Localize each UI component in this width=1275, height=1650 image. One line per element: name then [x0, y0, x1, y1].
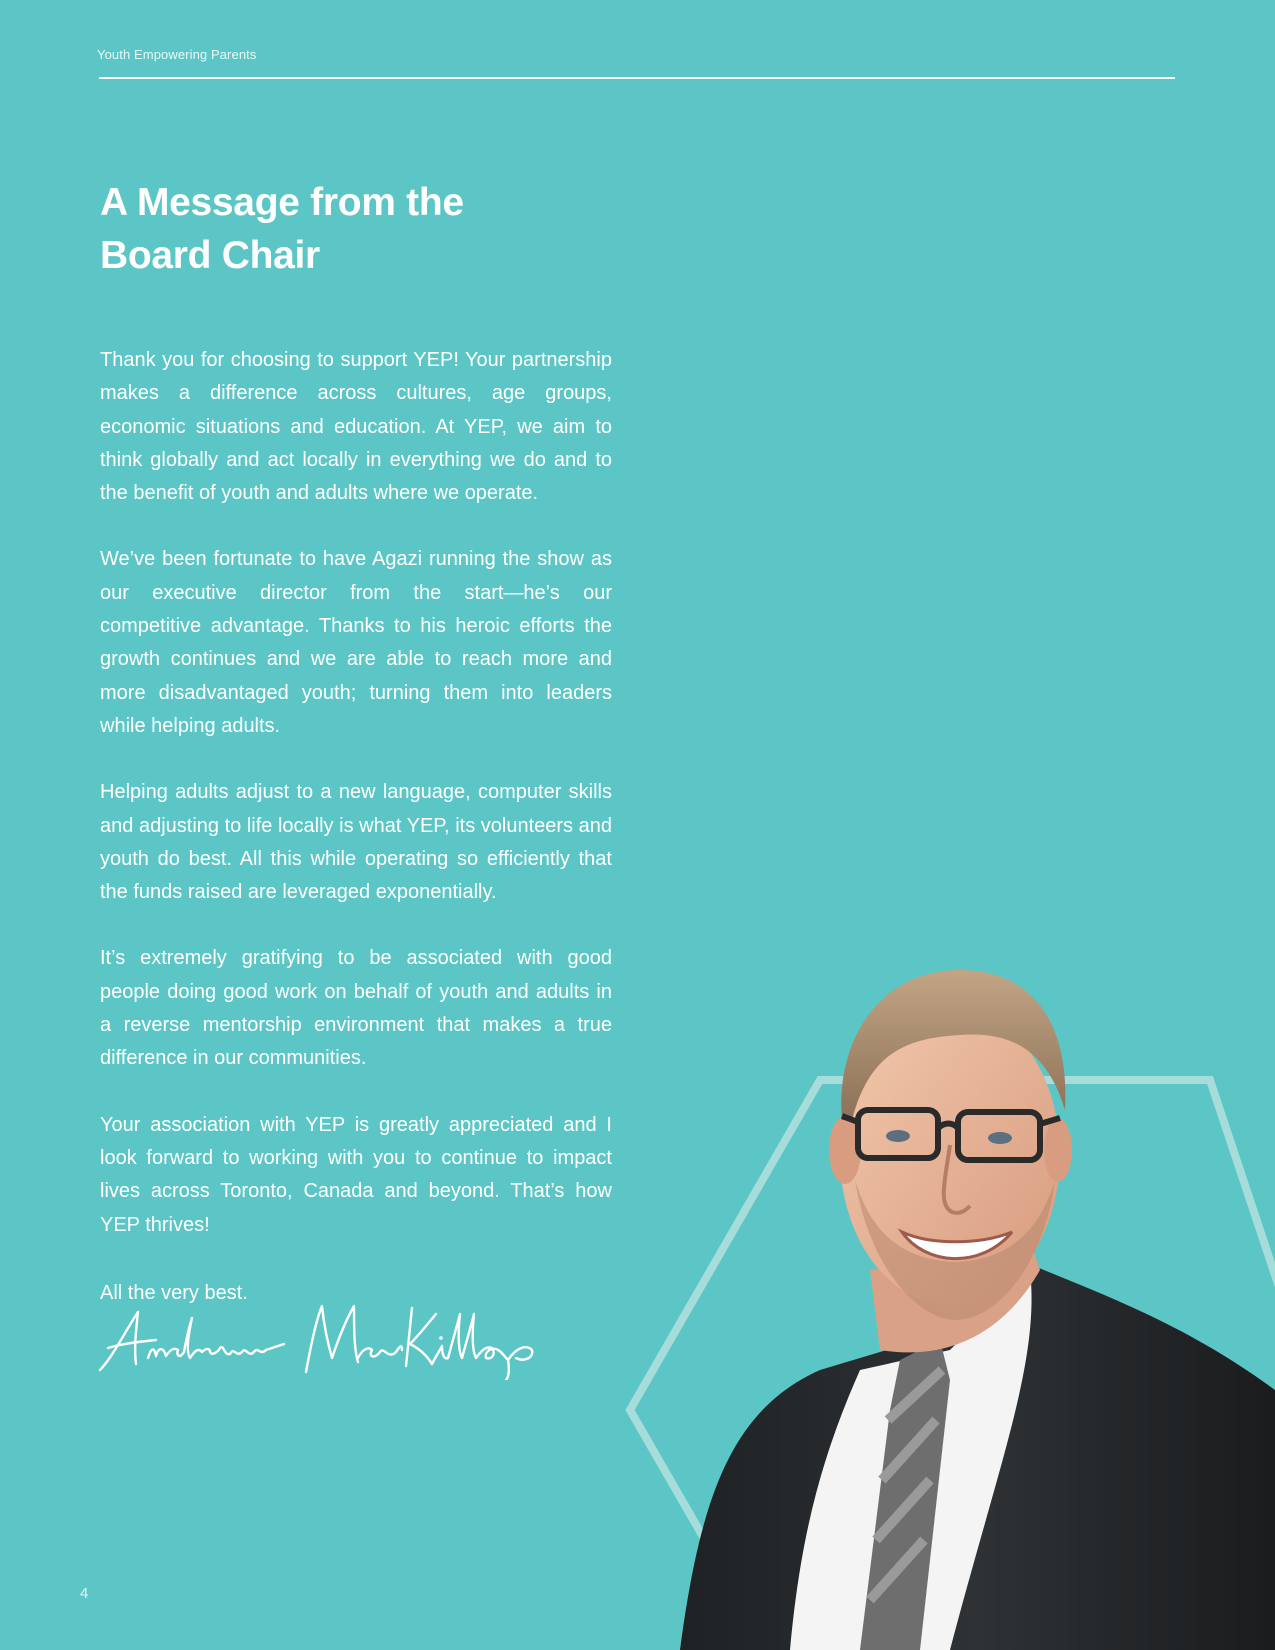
running-header: Youth Empowering Parents: [97, 47, 257, 62]
board-chair-portrait: [620, 940, 1275, 1650]
header-divider: [99, 77, 1175, 79]
handwritten-signature: [96, 1300, 576, 1380]
paragraph: It’s extremely gratifying to be associated with good people doing good work on behalf of youth and adults in a reverse mentorship environment that makes a true difference in our communities.: [100, 947, 612, 1070]
paragraph: Thank you for choosing to support YEP! Your partnership makes a difference across cultures, age groups, economic situations and education. At YEP, we aim to think globally and act locally in everything we do and to the benefit of youth and adults where we operate.: [100, 349, 612, 505]
page-title: [100, 176, 660, 282]
paragraph: Your association with YEP is greatly appreciated and I look forward to working with you to continue to impact lives across Toronto, Canada and beyond. That’s how YEP thrives!: [100, 1113, 612, 1236]
page-number: 4: [80, 1585, 89, 1602]
paragraph: We’ve been fortunate to have Agazi running the show as our executive director from the start—he’s our competitive advantage. Thanks to his heroic efforts the growth continues and we are able to reach more and more disadvantaged youth; turning them into leaders while helping adults.: [100, 548, 612, 737]
page-title-line-1: A Message from the: [100, 181, 464, 224]
paragraph: Helping adults adjust to a new language, computer skills and adjusting to life locally is what YEP, its volunteers and youth do best. All this while operating so efficiently that the funds raised are leveraged exponentially.: [100, 781, 612, 904]
letter-body: [100, 344, 612, 1275]
page-title-line-2: Board Chair: [100, 234, 320, 277]
closing-line: All the very best.: [100, 1282, 248, 1304]
